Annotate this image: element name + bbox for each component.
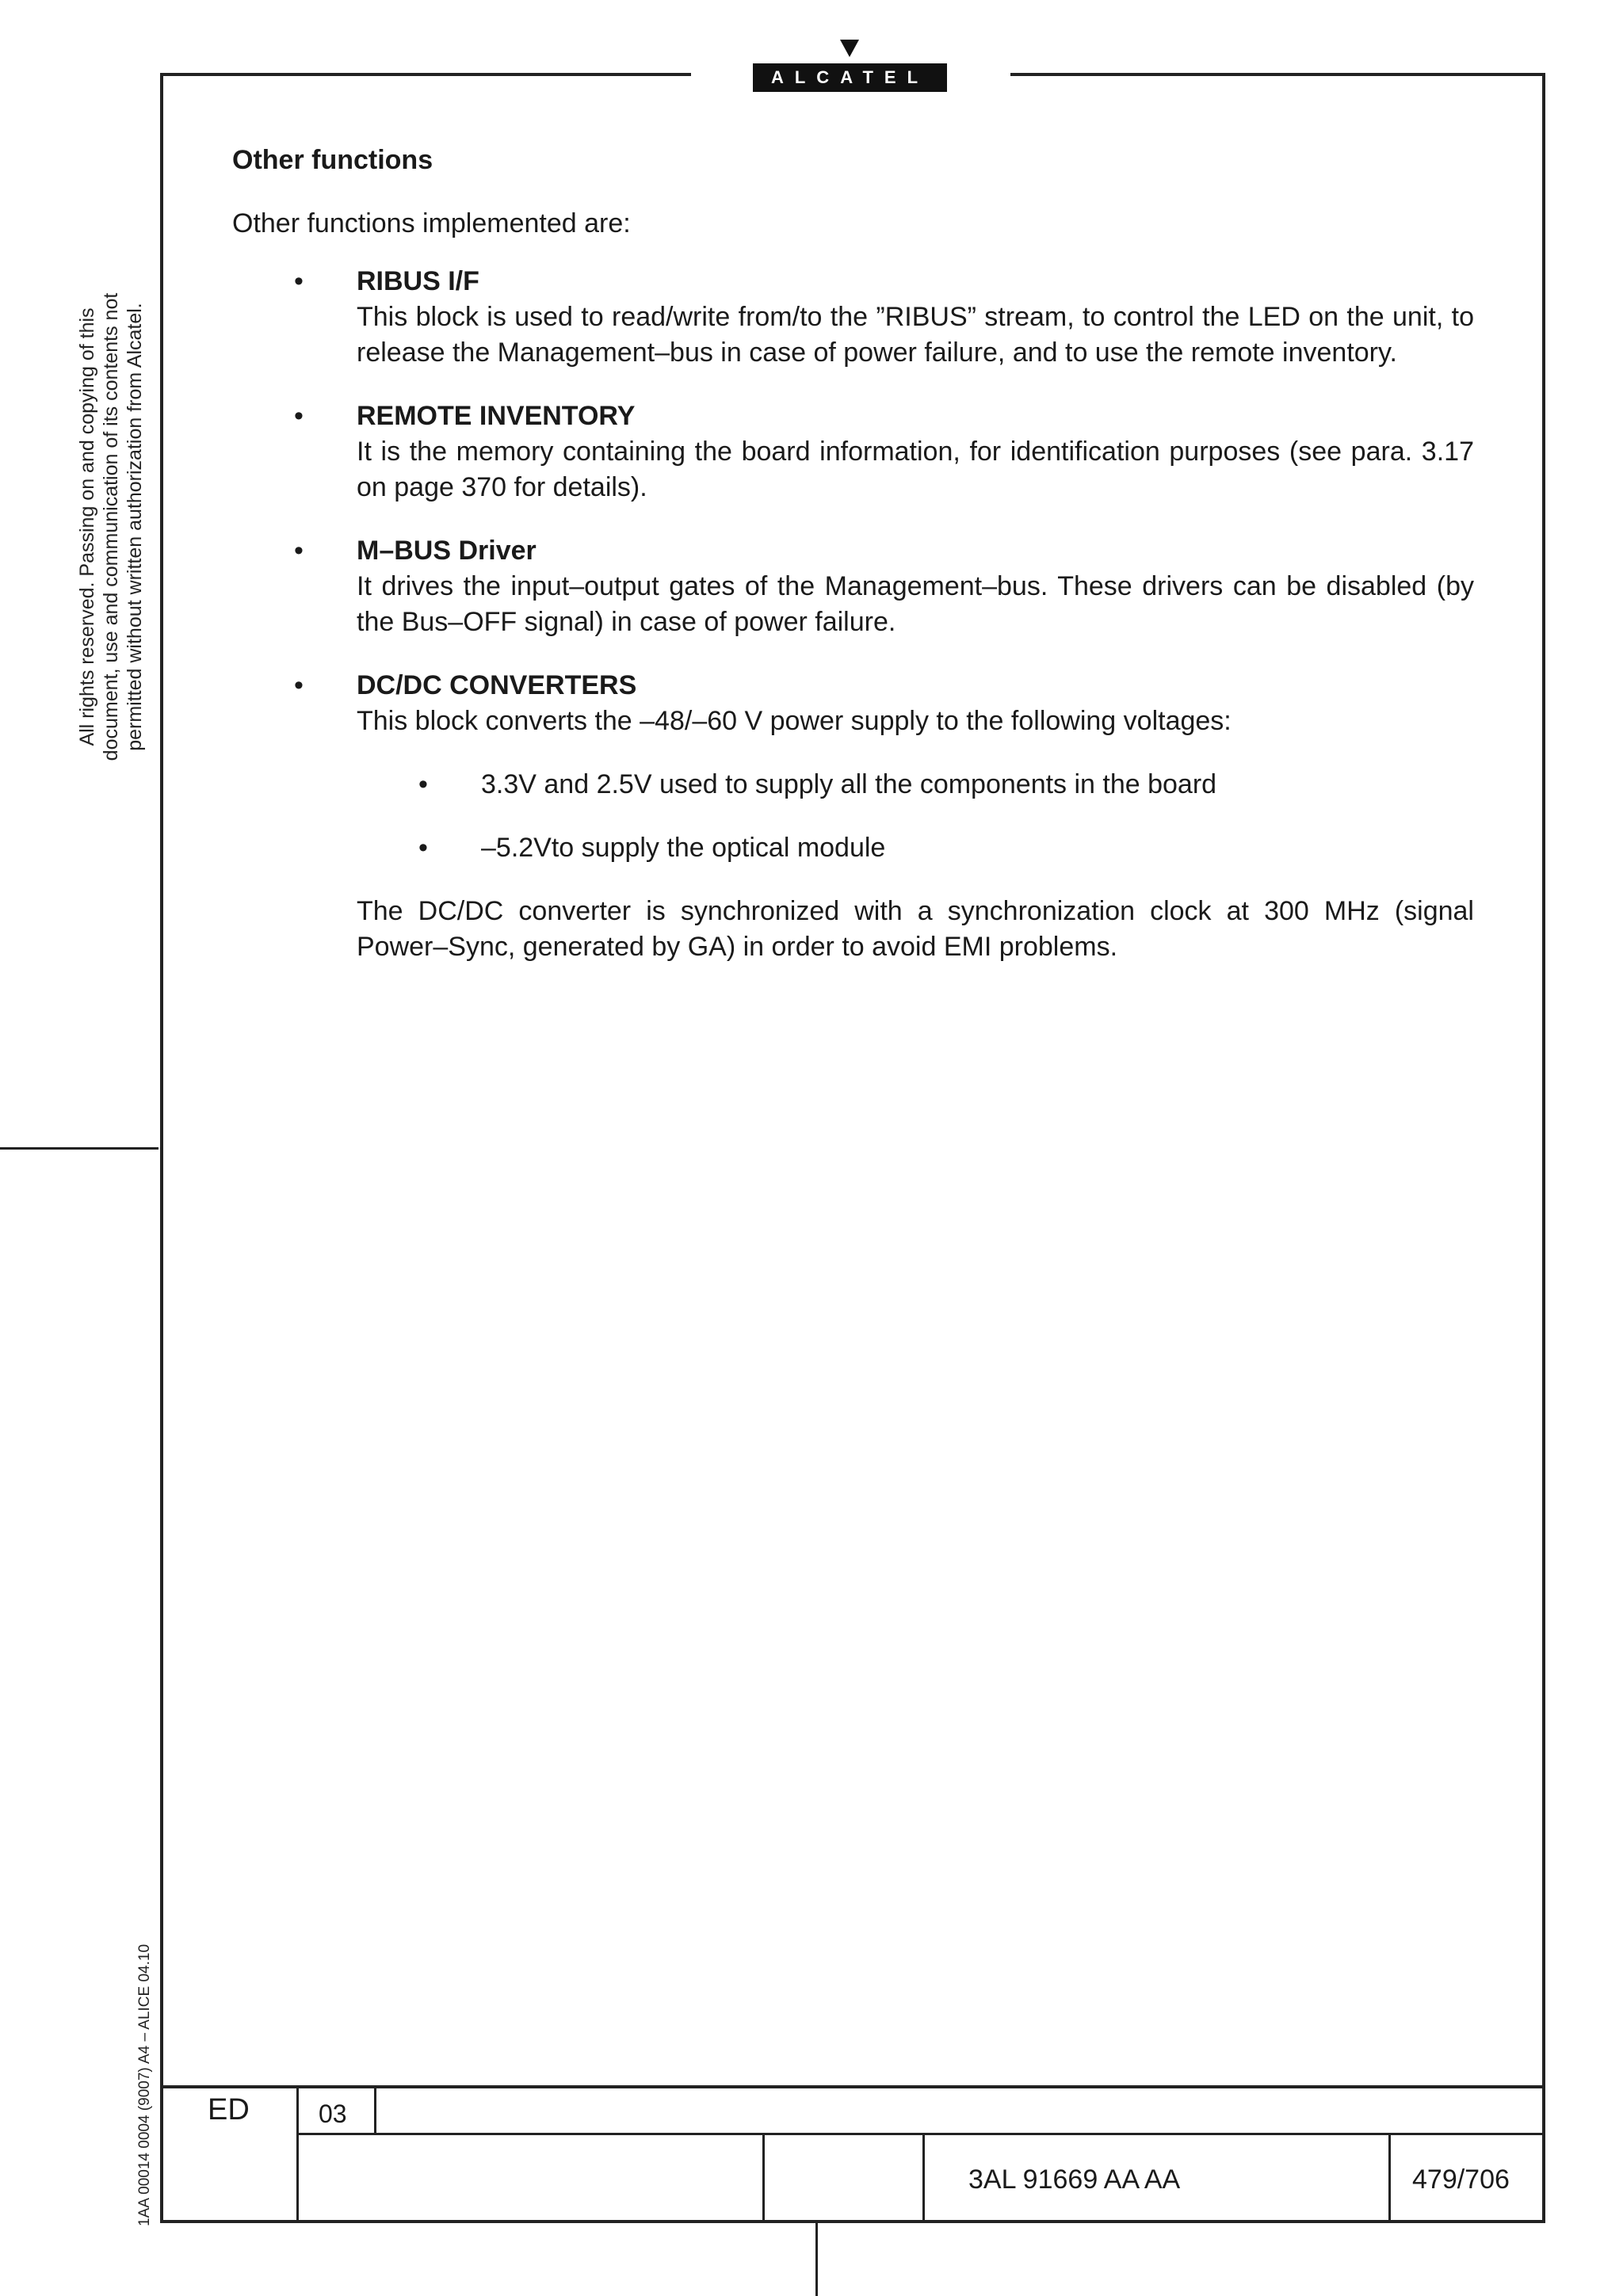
item-text: This block converts the –48/–60 V power supply to the following voltages: xyxy=(357,706,1232,736)
frame-left xyxy=(160,73,163,2223)
list-item xyxy=(232,533,1474,640)
edition-value: 03 xyxy=(319,2100,347,2128)
edition-label: ED xyxy=(208,2093,250,2126)
section-heading: Other functions xyxy=(232,145,433,175)
bottom-tick xyxy=(815,2223,818,2296)
footer-divider xyxy=(296,2088,299,2220)
list-item xyxy=(232,668,1474,965)
bullet: • xyxy=(418,769,428,799)
item-text: This block is used to read/write from/to the ”RIBUS” stream, to control the LED on the unit, to release the Management–bus in case of power failure, and to use the remote inventory. xyxy=(357,302,1474,368)
item-title: M–BUS Driver xyxy=(357,536,537,566)
closing-paragraph: The DC/DC converter is synchronized with a synchronization clock at 300 MHz (signal Power–Sync, generated by GA) in order to avoid EMI problems. xyxy=(357,896,1474,962)
list-item xyxy=(232,399,1474,505)
logo-text: ALCATEL xyxy=(753,63,947,92)
footer-divider xyxy=(1388,2133,1391,2220)
frame-top-left xyxy=(160,73,691,76)
sub-list-item xyxy=(357,767,1474,803)
sub-item-text: 3.3V and 2.5V used to supply all the components in the board xyxy=(481,769,1217,799)
footer-divider xyxy=(374,2088,376,2133)
intro-text: Other functions implemented are: xyxy=(232,208,631,238)
item-title: REMOTE INVENTORY xyxy=(357,401,636,431)
bullet: • xyxy=(294,670,304,700)
sub-item-text: –5.2Vto supply the optical module xyxy=(481,833,886,863)
item-text: It drives the input–output gates of the Management–bus. These drivers can be disabled (by the Bus–OFF signal) in case of power failure. xyxy=(357,571,1474,637)
frame-top-right xyxy=(1010,73,1545,76)
footer-table xyxy=(160,2085,1545,2223)
page-number: 479/706 xyxy=(1412,2164,1510,2195)
logo-triangle-icon xyxy=(840,40,859,57)
item-title: DC/DC CONVERTERS xyxy=(357,670,637,700)
main-content xyxy=(232,143,1474,993)
footer-row-line xyxy=(296,2133,1545,2135)
voltage-list xyxy=(357,767,1474,866)
item-title: RIBUS I/F xyxy=(357,266,479,296)
item-text: It is the memory containing the board information, for identification purposes (see para. 3.17 on page 370 for details). xyxy=(357,437,1474,502)
bullet: • xyxy=(294,536,304,566)
bullet: • xyxy=(418,833,428,863)
footer-divider xyxy=(762,2133,765,2220)
copyright-note: All rights reserved. Passing on and copying of this document, use and communication of its contents not permitted without written authorization from Alcatel. xyxy=(76,292,146,761)
form-code: 1AA 00014 0004 (9007) A4 – ALICE 04.10 xyxy=(136,1943,153,2226)
bullet: • xyxy=(294,401,304,431)
footer-divider xyxy=(922,2133,925,2220)
sub-list-item xyxy=(357,830,1474,866)
margin-mark xyxy=(0,1147,158,1150)
alcatel-logo xyxy=(753,40,947,95)
list-item xyxy=(232,264,1474,371)
document-number: 3AL 91669 AA AA xyxy=(968,2164,1181,2195)
bullet: • xyxy=(294,266,304,296)
frame-right xyxy=(1542,73,1545,2223)
function-list xyxy=(232,264,1474,965)
